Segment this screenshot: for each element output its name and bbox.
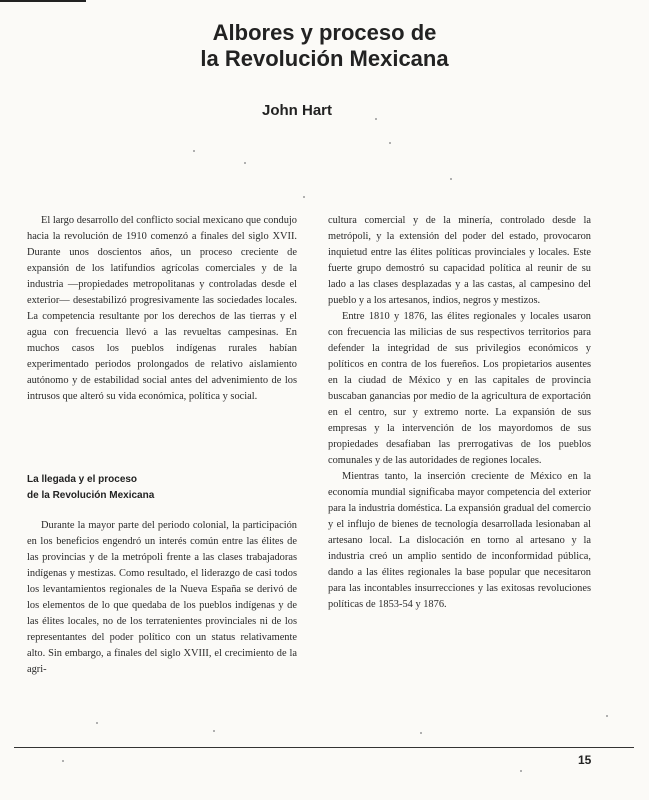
paragraph: Durante la mayor parte del periodo colonial, la participación en los beneficios engendró un interés común entre las élites de las provincias y de la metrópoli frente a las clases trabajadoras indígenas y mestizas. Como resultado, el liderazgo de casi todos los levantamientos regionales de la Nueva España se derivó de los elementos de lo que quedaba de los pueblos indígenas y de las élites locales, no de los terratenientes provinciales ni de los representantes del poder político con un status relativamente alto. Sin embargo, a finales del siglo XVIII, el crecimiento de la agri- xyxy=(27,520,297,675)
paragraph: El largo desarrollo del conflicto social mexicano que condujo hacia la revolución de 1910 comenzó a finales del siglo XVII. Durante unos doscientos años, un proceso creciente de expansión de los latifundios agrícolas comerciales y de la industria —propiedades metropolitanas y controladas desde el exterior— desestabilizó progresivamente las sociedades locales. La competencia resultante por los derechos de las tierras y el agua con frecuencia llevó a las revueltas campesinas. En muchos casos los pueblos indígenas rurales habían experimentado periodos prolongados de relativo aislamiento autónomo y de estabilidad social antes del advenimiento de los intrusos que alteró su vida económica, política y social. xyxy=(27,215,297,402)
paragraph: Entre 1810 y 1876, las élites regionales y locales usaron con frecuencia las milicias de sus respectivos territorios para defender la integridad de sus privilegios económicos y políticos en contra de los fuereños. Los propietarios ausentes en la ciudad de México y en las capitales de provincia buscaban ganancias por medio de la agricultura de exportación en el centro, sur y extremo norte. La expansión de sus empresas y la intervención de los mayordomos de sus propiedades desafiaban las prerrogativas de los pueblos comunales y de las autoridades de regiones locales. xyxy=(328,311,591,466)
scan-speck xyxy=(193,150,195,152)
footer-rule xyxy=(14,747,634,748)
page-number: 15 xyxy=(578,753,592,767)
left-column-lower xyxy=(27,518,297,678)
top-rule xyxy=(0,0,86,2)
scan-speck xyxy=(375,118,377,120)
scan-speck xyxy=(96,722,98,724)
section-heading xyxy=(27,472,154,504)
scan-speck xyxy=(389,142,391,144)
paragraph: cultura comercial y de la minería, controlado desde la metrópoli, y la extensión del poder del estado, provocaron inquietud entre las élites políticas provinciales y locales. Este fuerte grupo demostró su capacidad política al reunir de su lado a las clases desplazadas y a las castas, al campesino del pueblo y a los artesanos, indios, negros y mestizos. xyxy=(328,215,591,306)
title-line-1: Albores y proceso de xyxy=(212,20,437,45)
right-column xyxy=(328,213,591,613)
author-name: John Hart xyxy=(262,102,333,119)
scan-speck xyxy=(420,732,422,734)
scan-speck xyxy=(213,730,215,732)
scan-speck xyxy=(303,196,305,198)
left-column xyxy=(27,213,297,405)
scan-speck xyxy=(450,178,452,180)
paragraph: Mientras tanto, la inserción creciente de México en la economía mundial significaba mayor competencia del exterior para la industria doméstica. La expansión gradual del comercio y el influjo de bienes de tecnología desarrollada lesionaban al artesano local. La dislocación en torno al artesano y la industria creó un amplio sentido de inconformidad pública, dando a las élites regionales la base popular que necesitaron para las incontables insurrecciones y las exitosas revoluciones políticas de 1853-54 y 1876. xyxy=(328,471,591,610)
scan-speck xyxy=(520,770,522,772)
section-heading-line-2: de la Revolución Mexicana xyxy=(27,490,155,501)
scan-speck xyxy=(606,715,608,717)
article-title xyxy=(0,20,649,72)
scan-speck xyxy=(62,760,64,762)
title-line-2: la Revolución Mexicana xyxy=(200,46,449,71)
scan-speck xyxy=(244,162,246,164)
section-heading-line-1: La llegada y el proceso xyxy=(27,474,138,485)
